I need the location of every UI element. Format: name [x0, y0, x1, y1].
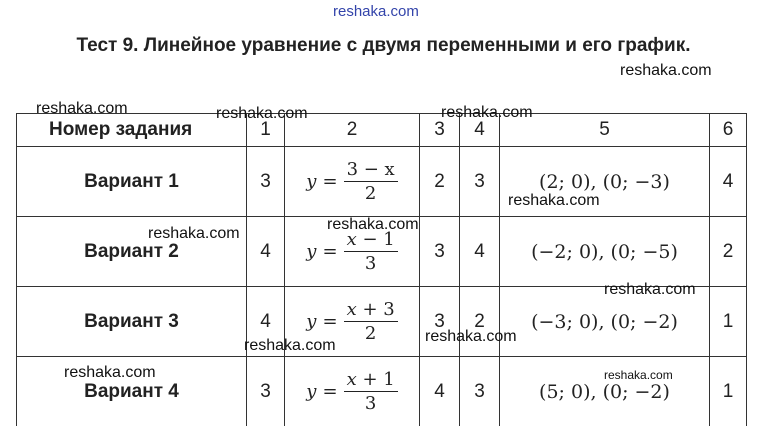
- answer-cell: 3: [460, 147, 500, 217]
- watermark-top: reshaka.com: [333, 3, 419, 20]
- formula-sign: =: [322, 171, 338, 192]
- formula: [306, 229, 397, 274]
- formula-lhs: y: [306, 311, 317, 332]
- denominator: 3: [364, 393, 377, 414]
- formula: [306, 369, 397, 414]
- table-header-row: [17, 114, 747, 147]
- numerator-rest: 3 − x: [346, 159, 395, 180]
- header-cell: 6: [710, 114, 747, 147]
- variant-label: Вариант 1: [17, 147, 247, 217]
- watermark: reshaka.com: [441, 104, 533, 121]
- answer-cell: 3: [460, 357, 500, 427]
- numerator: [344, 369, 398, 392]
- answer-cell: 3: [420, 217, 460, 287]
- formula: [306, 159, 397, 204]
- watermark: reshaka.com: [604, 281, 696, 298]
- formula-cell: [285, 357, 420, 427]
- answer-cell: 3: [420, 287, 460, 357]
- numerator: [344, 299, 398, 322]
- numerator-rest: + 1: [356, 369, 395, 390]
- table-row: [17, 147, 747, 217]
- numerator-var: x: [346, 369, 357, 390]
- answer-cell: 2: [420, 147, 460, 217]
- denominator: 2: [364, 183, 377, 204]
- formula-lhs: y: [306, 241, 317, 262]
- points-cell: (2; 0), (0; −3): [500, 147, 710, 217]
- watermark: reshaka.com: [508, 192, 600, 209]
- fraction: [344, 229, 398, 274]
- numerator-rest: + 3: [356, 299, 395, 320]
- denominator: 3: [364, 253, 377, 274]
- formula-sign: =: [322, 311, 338, 332]
- formula-cell: [285, 147, 420, 217]
- fraction: [344, 369, 398, 414]
- answer-cell: 4: [247, 287, 285, 357]
- header-cell: 1: [247, 114, 285, 147]
- answer-cell: 4: [420, 357, 460, 427]
- watermark: reshaka.com: [36, 100, 128, 117]
- answer-cell: 4: [460, 217, 500, 287]
- answer-cell: 3: [247, 147, 285, 217]
- points-cell: (−3; 0), (0; −2): [500, 287, 710, 357]
- answer-cell: 2: [460, 287, 500, 357]
- header-cell: Номер задания: [17, 114, 247, 147]
- watermark: reshaka.com: [604, 368, 673, 382]
- watermark: reshaka.com: [148, 225, 240, 242]
- fraction: [344, 299, 398, 344]
- points-cell: (5; 0), (0; −2): [500, 357, 710, 427]
- watermark: reshaka.com: [216, 105, 308, 122]
- fraction: [344, 159, 398, 204]
- answer-cell: 1: [710, 357, 747, 427]
- answer-cell: 3: [247, 357, 285, 427]
- formula-lhs: y: [306, 381, 317, 402]
- watermark: reshaka.com: [64, 364, 156, 381]
- answer-cell: 1: [710, 287, 747, 357]
- header-cell: 4: [460, 114, 500, 147]
- answer-cell: 2: [710, 217, 747, 287]
- variant-label: Вариант 2: [17, 217, 247, 287]
- header-cell: 3: [420, 114, 460, 147]
- denominator: 2: [364, 323, 377, 344]
- formula-sign: =: [322, 241, 338, 262]
- answer-cell: 4: [247, 217, 285, 287]
- formula-lhs: y: [306, 171, 317, 192]
- answer-cell: 4: [710, 147, 747, 217]
- header-cell: 2: [285, 114, 420, 147]
- numerator-var: x: [346, 229, 357, 250]
- formula-sign: =: [322, 381, 338, 402]
- variant-label: Вариант 4: [17, 357, 247, 427]
- numerator: [344, 159, 398, 182]
- header-cell: 5: [500, 114, 710, 147]
- numerator-var: x: [346, 299, 357, 320]
- numerator-rest: − 1: [356, 229, 395, 250]
- points-cell: (−2; 0), (0; −5): [500, 217, 710, 287]
- watermark: reshaka.com: [244, 337, 336, 354]
- page-title: Тест 9. Линейное уравнение с двумя переменными и его график.: [76, 35, 691, 56]
- watermark: reshaka.com: [327, 216, 419, 233]
- variant-label: Вариант 3: [17, 287, 247, 357]
- watermark: reshaka.com: [425, 328, 517, 345]
- watermark: reshaka.com: [620, 62, 712, 79]
